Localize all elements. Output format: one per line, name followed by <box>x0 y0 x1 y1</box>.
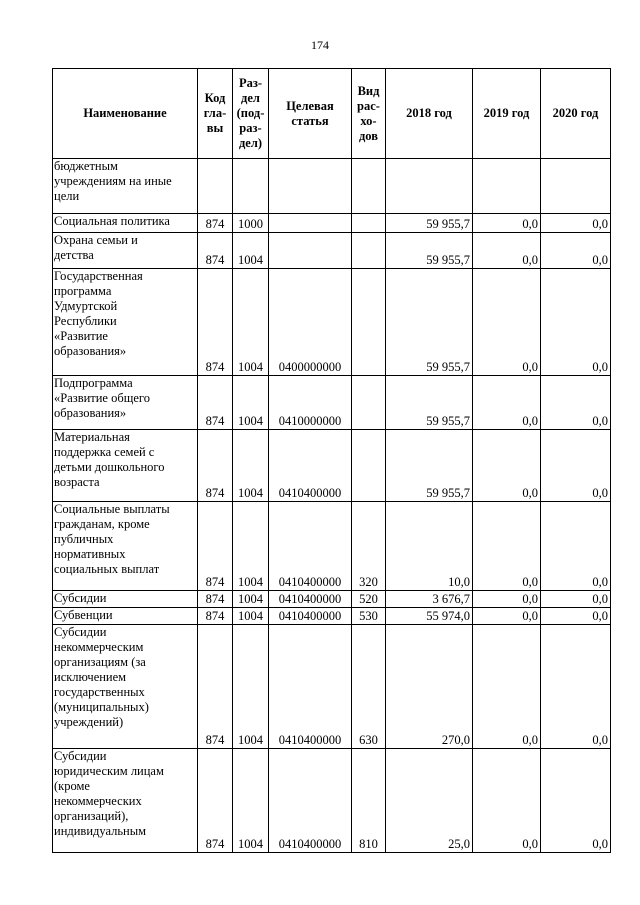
header-target: Целевая статья <box>269 69 352 159</box>
cell-name: Социальная политика <box>53 214 198 233</box>
cell-section: 1004 <box>233 430 269 502</box>
cell-y2020: 0,0 <box>541 376 611 430</box>
cell-type: 320 <box>352 502 386 591</box>
cell-y2018: 59 955,7 <box>386 376 473 430</box>
header-code: Код гла- вы <box>198 69 233 159</box>
cell-code: 874 <box>198 233 233 269</box>
cell-y2018: 10,0 <box>386 502 473 591</box>
header-2019: 2019 год <box>473 69 541 159</box>
cell-name: Охрана семьи и детства <box>53 233 198 269</box>
cell-y2020: 0,0 <box>541 502 611 591</box>
cell-name: Субсидии юридическим лицам (кроме некоммерческих организаций), индивидуальным <box>53 749 198 853</box>
budget-table <box>52 68 611 853</box>
table-row <box>53 625 611 749</box>
table-row <box>53 269 611 376</box>
cell-y2020: 0,0 <box>541 591 611 608</box>
cell-type: 630 <box>352 625 386 749</box>
cell-y2020 <box>541 159 611 214</box>
cell-y2019 <box>473 159 541 214</box>
cell-type: 530 <box>352 608 386 625</box>
cell-y2018: 3 676,7 <box>386 591 473 608</box>
cell-y2018: 59 955,7 <box>386 430 473 502</box>
cell-type <box>352 214 386 233</box>
cell-target <box>269 214 352 233</box>
cell-code <box>198 159 233 214</box>
cell-type <box>352 376 386 430</box>
cell-y2020: 0,0 <box>541 269 611 376</box>
cell-y2018: 270,0 <box>386 625 473 749</box>
cell-y2020: 0,0 <box>541 233 611 269</box>
cell-section: 1004 <box>233 625 269 749</box>
cell-name: Субвенции <box>53 608 198 625</box>
cell-target: 0410400000 <box>269 430 352 502</box>
header-2018: 2018 год <box>386 69 473 159</box>
cell-code: 874 <box>198 749 233 853</box>
cell-target: 0410400000 <box>269 625 352 749</box>
table-row <box>53 214 611 233</box>
cell-target: 0410400000 <box>269 608 352 625</box>
cell-section: 1000 <box>233 214 269 233</box>
cell-section <box>233 159 269 214</box>
cell-name: Государственная программа Удмуртской Республики «Развитие образования» <box>53 269 198 376</box>
table-row <box>53 233 611 269</box>
header-2020: 2020 год <box>541 69 611 159</box>
cell-section: 1004 <box>233 591 269 608</box>
cell-type <box>352 430 386 502</box>
cell-type <box>352 269 386 376</box>
cell-y2020: 0,0 <box>541 430 611 502</box>
cell-section: 1004 <box>233 502 269 591</box>
cell-y2018: 25,0 <box>386 749 473 853</box>
cell-y2018 <box>386 159 473 214</box>
cell-section: 1004 <box>233 233 269 269</box>
table-row <box>53 502 611 591</box>
table-row <box>53 608 611 625</box>
header-section: Раз- дел (под- раз- дел) <box>233 69 269 159</box>
cell-section: 1004 <box>233 608 269 625</box>
cell-y2019: 0,0 <box>473 608 541 625</box>
header-row <box>53 69 611 159</box>
cell-name: Субсидии <box>53 591 198 608</box>
cell-target <box>269 159 352 214</box>
cell-code: 874 <box>198 625 233 749</box>
cell-y2020: 0,0 <box>541 625 611 749</box>
cell-code: 874 <box>198 608 233 625</box>
cell-target: 0410400000 <box>269 749 352 853</box>
cell-code: 874 <box>198 591 233 608</box>
cell-type: 810 <box>352 749 386 853</box>
cell-name: Субсидии некоммерческим организациям (за исключением государственных (муниципальных) учреждений) <box>53 625 198 749</box>
cell-y2019: 0,0 <box>473 430 541 502</box>
cell-name: Подпрограмма «Развитие общего образования» <box>53 376 198 430</box>
cell-code: 874 <box>198 430 233 502</box>
cell-y2019: 0,0 <box>473 214 541 233</box>
cell-name: бюджетным учреждениям на иные цели <box>53 159 198 214</box>
table-row <box>53 591 611 608</box>
cell-y2019: 0,0 <box>473 625 541 749</box>
cell-y2019: 0,0 <box>473 502 541 591</box>
cell-type <box>352 233 386 269</box>
cell-type <box>352 159 386 214</box>
cell-y2018: 59 955,7 <box>386 214 473 233</box>
cell-y2020: 0,0 <box>541 214 611 233</box>
cell-type: 520 <box>352 591 386 608</box>
table-row <box>53 159 611 214</box>
cell-y2018: 59 955,7 <box>386 233 473 269</box>
cell-section: 1004 <box>233 749 269 853</box>
cell-y2019: 0,0 <box>473 749 541 853</box>
cell-y2018: 55 974,0 <box>386 608 473 625</box>
page-number: 174 <box>311 38 329 52</box>
cell-code: 874 <box>198 376 233 430</box>
header-type: Вид рас- хо- дов <box>352 69 386 159</box>
table-row <box>53 430 611 502</box>
cell-y2020: 0,0 <box>541 749 611 853</box>
cell-section: 1004 <box>233 269 269 376</box>
cell-code: 874 <box>198 502 233 591</box>
cell-target: 0410000000 <box>269 376 352 430</box>
cell-target <box>269 233 352 269</box>
cell-target: 0410400000 <box>269 502 352 591</box>
cell-y2020: 0,0 <box>541 608 611 625</box>
table-row <box>53 376 611 430</box>
cell-target: 0410400000 <box>269 591 352 608</box>
header-name: Наименование <box>53 69 198 159</box>
cell-code: 874 <box>198 269 233 376</box>
table-row <box>53 749 611 853</box>
cell-name: Материальная поддержка семей с детьми дошкольного возраста <box>53 430 198 502</box>
cell-y2019: 0,0 <box>473 269 541 376</box>
cell-code: 874 <box>198 214 233 233</box>
cell-target: 0400000000 <box>269 269 352 376</box>
cell-name: Социальные выплаты гражданам, кроме публичных нормативных социальных выплат <box>53 502 198 591</box>
cell-y2019: 0,0 <box>473 376 541 430</box>
cell-y2019: 0,0 <box>473 591 541 608</box>
cell-y2019: 0,0 <box>473 233 541 269</box>
cell-y2018: 59 955,7 <box>386 269 473 376</box>
cell-section: 1004 <box>233 376 269 430</box>
